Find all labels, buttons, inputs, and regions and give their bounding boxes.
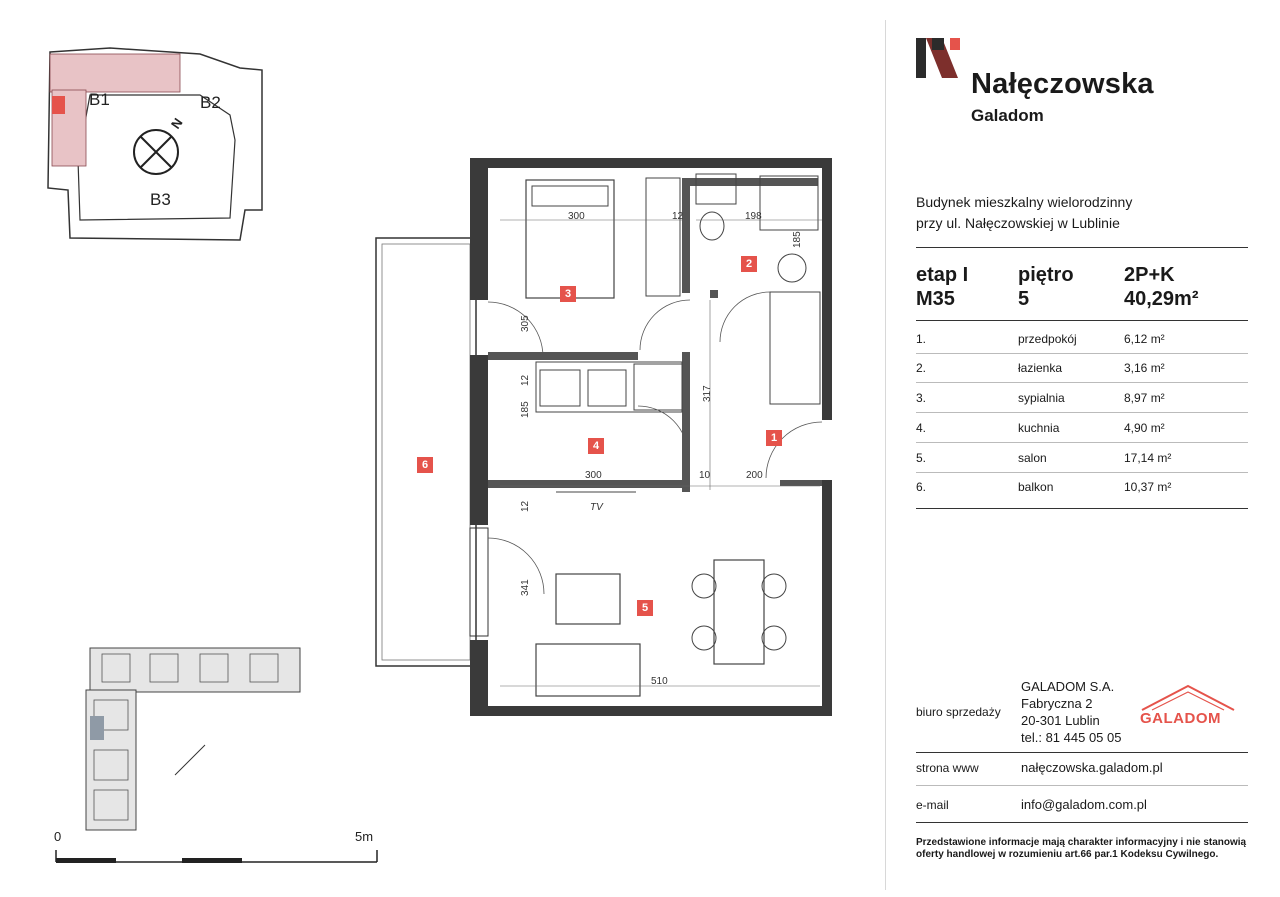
block-label-b1: B1	[89, 90, 110, 109]
dim-510: 510	[651, 676, 668, 687]
sales-company: GALADOM S.A.	[1021, 679, 1115, 694]
dim-198: 198	[745, 211, 762, 222]
sales-office-label: biuro sprzedaży	[916, 705, 1001, 719]
room-label-5: 5	[637, 600, 653, 616]
sofa	[536, 644, 640, 696]
divider	[916, 353, 1248, 354]
room-number: 4.	[916, 421, 927, 435]
cooktop	[588, 370, 626, 406]
room-label-1: 1	[766, 430, 782, 446]
room-area: 4,90 m²	[1124, 421, 1165, 435]
site-plan-drawing	[80, 640, 310, 840]
north-label: N	[167, 115, 186, 132]
sales-street: Fabryczna 2	[1021, 696, 1093, 711]
dim-305: 305	[520, 315, 531, 332]
divider	[916, 412, 1248, 413]
room-number: 2.	[916, 361, 927, 375]
divider	[916, 382, 1248, 383]
room-name: łazienka	[1018, 361, 1063, 375]
room-label-2: 2	[741, 256, 757, 272]
divider	[916, 320, 1248, 321]
key-plan-drawing	[40, 40, 280, 250]
room-number: 1.	[916, 332, 927, 346]
room-name: kuchnia	[1018, 421, 1060, 435]
dim-185-kitchen: 185	[520, 401, 531, 418]
unit-id: M35	[916, 288, 955, 310]
room-area: 8,97 m²	[1124, 391, 1165, 405]
divider	[916, 752, 1248, 753]
total-area: 40,29m²	[1124, 288, 1199, 310]
north-arrow-icon	[175, 745, 205, 775]
brand-title: Nałęczowska	[971, 68, 1154, 100]
dim-12-kitchen: 12	[520, 374, 531, 386]
info-panel	[885, 20, 1266, 890]
room-area: 6,12 m²	[1124, 332, 1165, 346]
divider	[916, 247, 1248, 248]
tv-label: TV	[590, 502, 603, 513]
web-label: strona www	[916, 761, 979, 775]
block-label-b3: B3	[150, 190, 171, 209]
dining-table	[714, 560, 764, 664]
stage-label: etap I	[916, 264, 969, 286]
key-plan-unit-marker	[52, 96, 65, 114]
room-number: 5.	[916, 451, 927, 465]
email-label: e-mail	[916, 798, 949, 812]
floor-label: piętro	[1018, 264, 1074, 286]
divider	[916, 785, 1248, 786]
building-address	[916, 192, 1132, 234]
room-name: sypialnia	[1018, 391, 1065, 405]
room-name: przedpokój	[1018, 332, 1077, 346]
washing-machine	[778, 254, 806, 282]
scale-bar	[52, 846, 382, 870]
room-number: 6.	[916, 480, 927, 494]
room-area: 3,16 m²	[1124, 361, 1165, 375]
balcony-outline	[376, 238, 476, 666]
sales-phone[interactable]: tel.: 81 445 05 05	[1021, 730, 1122, 745]
coffee-table	[556, 574, 620, 624]
galadom-roof-logo-icon	[1140, 684, 1236, 712]
address-line-2: przy ul. Nałęczowskiej w Lublinie	[916, 215, 1120, 231]
room-label-3: 3	[560, 286, 576, 302]
dim-341: 341	[520, 579, 531, 596]
divider	[916, 822, 1248, 823]
scale-start-label: 0	[54, 829, 62, 844]
room-label-4: 4	[588, 438, 604, 454]
room-name: salon	[1018, 451, 1047, 465]
dim-200: 200	[746, 470, 763, 481]
brand-subtitle: Galadom	[971, 106, 1044, 125]
bed	[526, 180, 614, 298]
web-link[interactable]: nałęczowska.galadom.pl	[1021, 760, 1163, 775]
room-area: 10,37 m²	[1124, 480, 1172, 494]
dim-317: 317	[702, 385, 713, 402]
galadom-logo-text: GALADOM	[1140, 710, 1221, 727]
email-link[interactable]: info@galadom.com.pl	[1021, 797, 1147, 812]
dim-10: 10	[699, 470, 711, 481]
key-plan-highlight-b1	[50, 54, 180, 92]
galadom-n-logo-icon	[916, 38, 962, 78]
address-line-1: Budynek mieszkalny wielorodzinny	[916, 194, 1133, 210]
site-plan-unit-marker	[90, 716, 104, 740]
room-label-6: 6	[417, 457, 433, 473]
disclaimer: Przedstawione informacje mają charakter informacyjny i nie stanowią oferty handlowej w rozumieniu art.66 par.1 Kodeksu Cywilnego.	[916, 837, 1247, 860]
unit-type: 2P+K	[1124, 264, 1175, 286]
divider	[916, 472, 1248, 473]
floor-value: 5	[1018, 288, 1030, 310]
dim-12-top: 12	[672, 211, 684, 222]
dim-300-mid: 300	[585, 470, 602, 481]
dim-300-top: 300	[568, 211, 585, 222]
scale-end-label: 5m	[355, 829, 374, 844]
room-number: 3.	[916, 391, 927, 405]
divider	[916, 508, 1248, 509]
toilet	[700, 212, 724, 240]
dim-185-bath: 185	[792, 231, 803, 248]
divider	[916, 442, 1248, 443]
room-name: balkon	[1018, 480, 1054, 494]
sink	[540, 370, 580, 406]
sales-city: 20-301 Lublin	[1021, 713, 1100, 728]
block-label-b2: B2	[200, 93, 221, 112]
room-area: 17,14 m²	[1124, 451, 1172, 465]
dim-12-salon: 12	[520, 500, 531, 512]
